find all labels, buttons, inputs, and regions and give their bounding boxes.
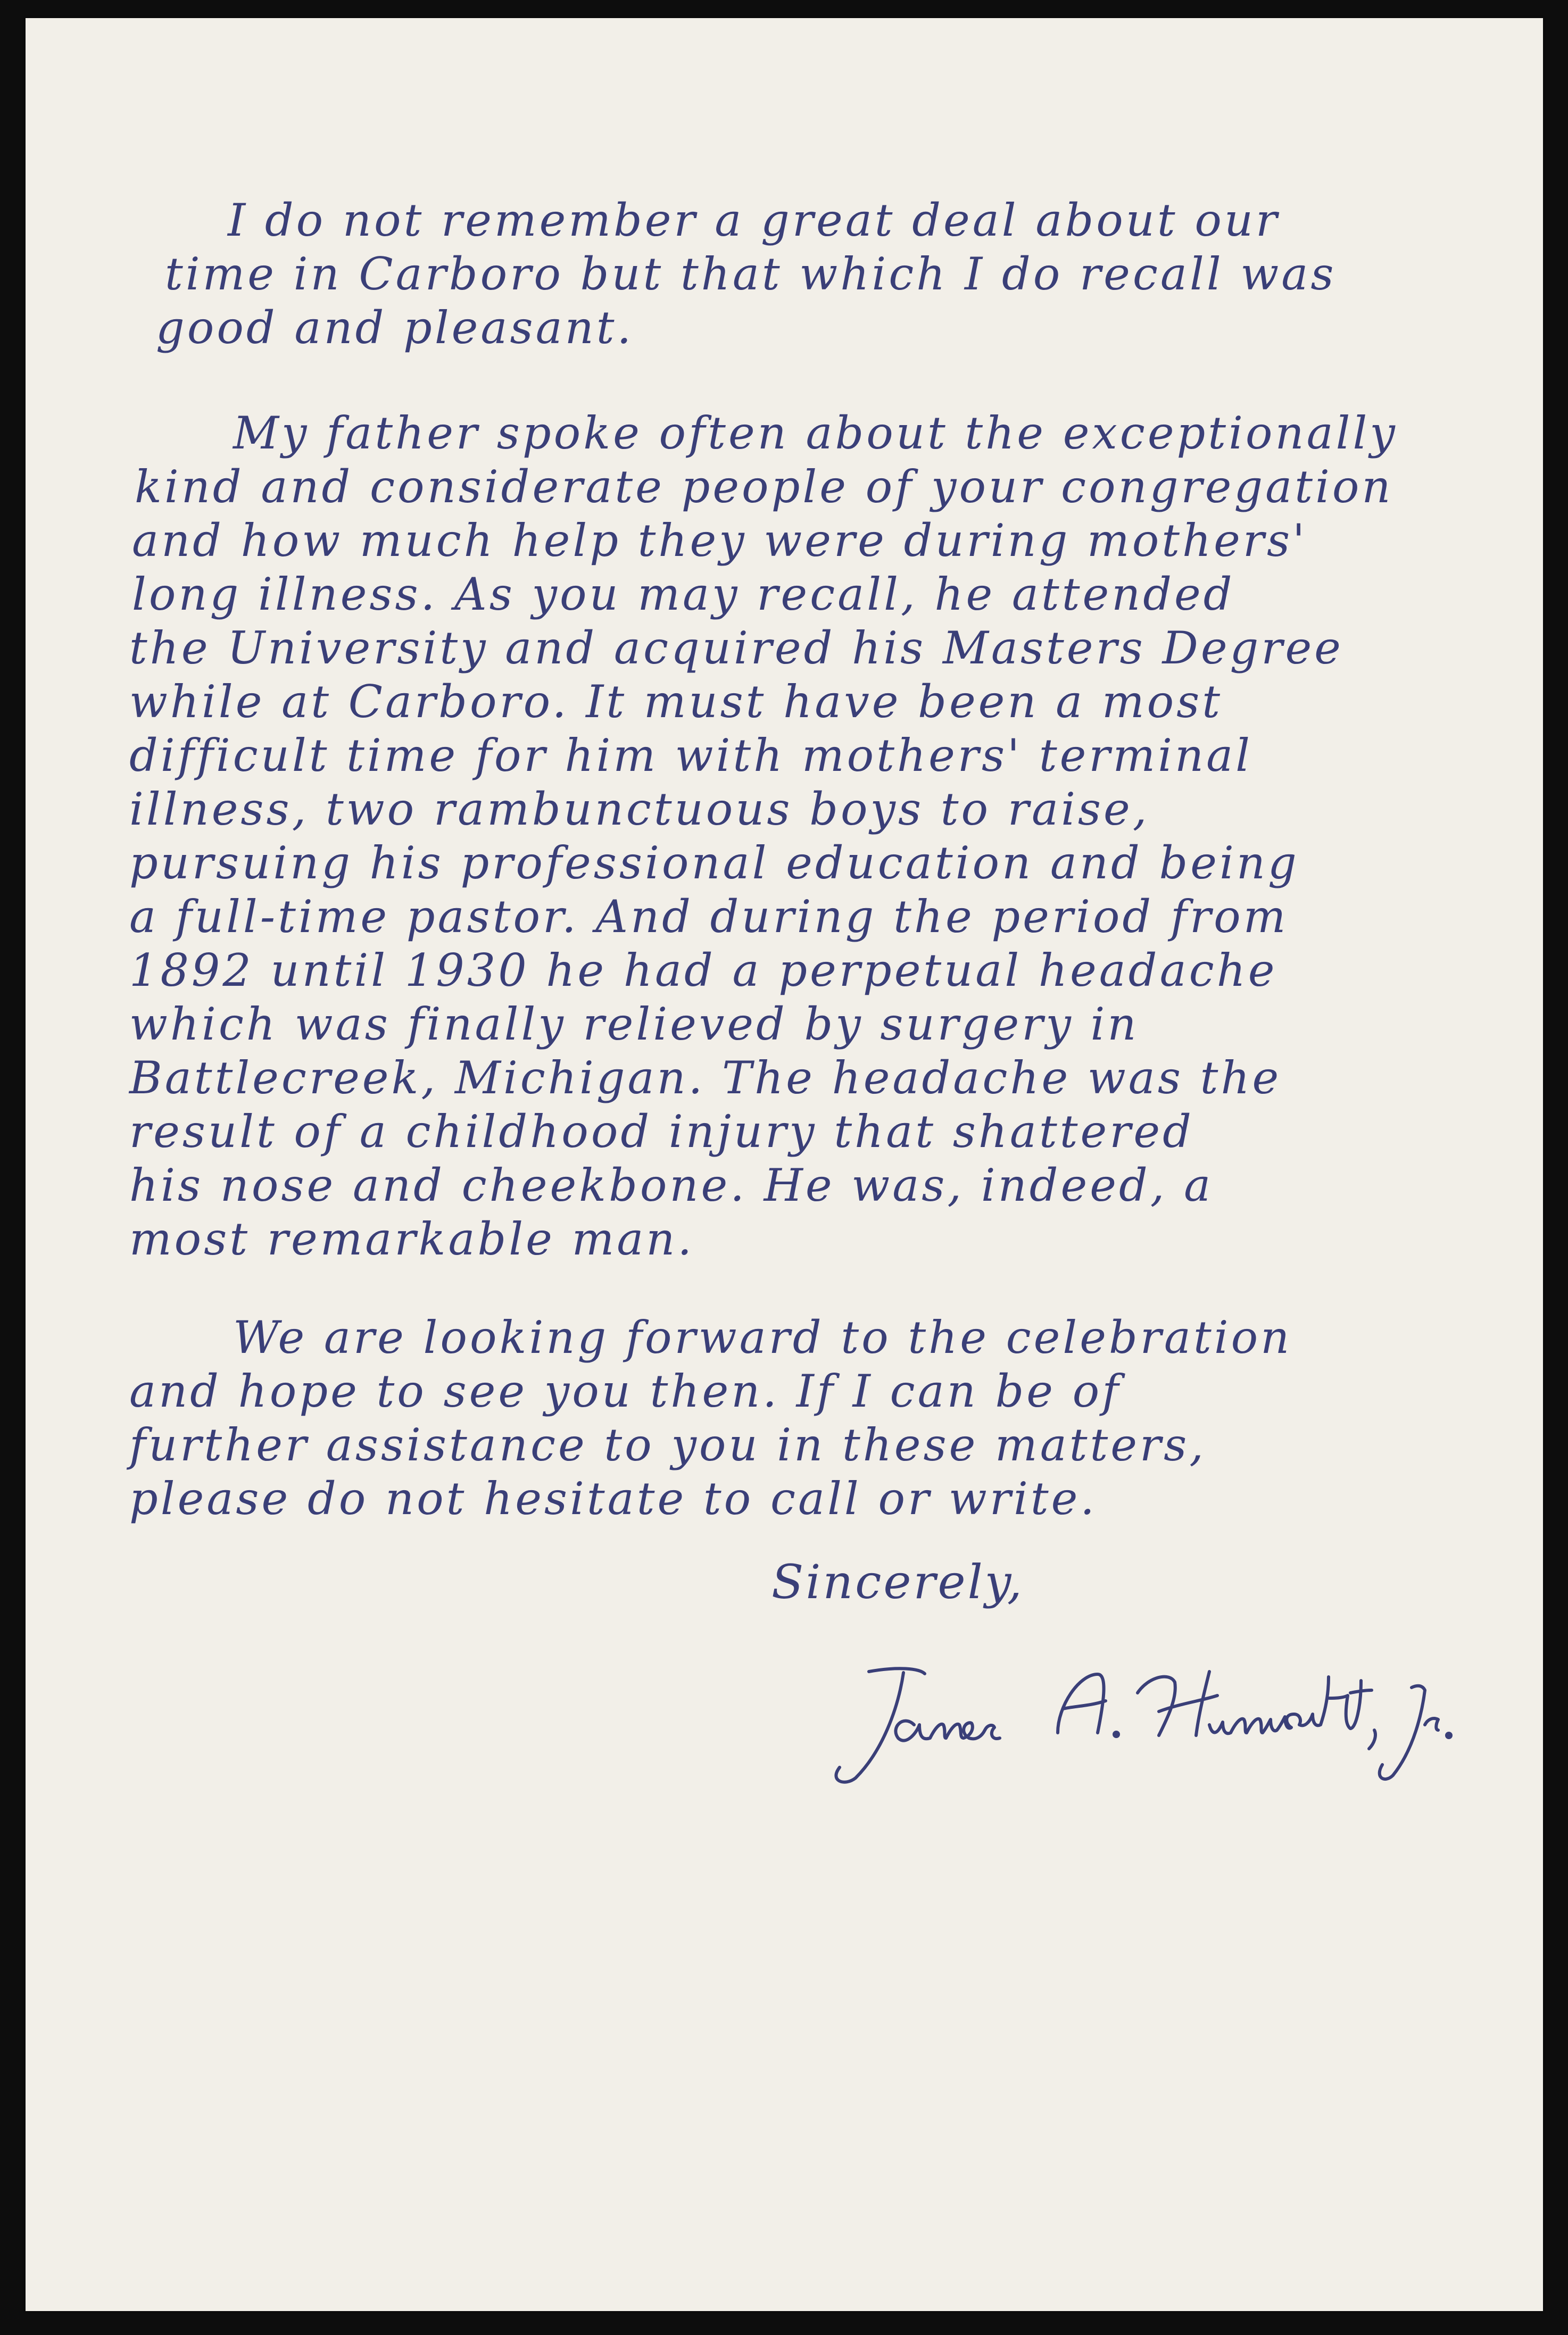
letter-closing: Sincerely, [771, 1555, 1024, 1609]
letter-line: 1892 until 1930 he had a perpetual headache [129, 944, 1277, 996]
letter-line: result of a childhood injury that shattered [129, 1106, 1194, 1158]
letter-line: pursuing his professional education and being [129, 837, 1299, 889]
letter-line: difficult time for him with mothers' terminal [129, 729, 1253, 782]
letter-line: kind and considerate people of your congregation [135, 461, 1393, 513]
letter-line: long illness. As you may recall, he attended [132, 568, 1235, 620]
letter-line: We are looking forward to the celebration [233, 1311, 1292, 1364]
letter-line: further assistance to you in these matters, [129, 1419, 1206, 1471]
letter-line: and how much help they were during mothers' [132, 514, 1308, 567]
letter-page [26, 18, 1543, 2311]
signature [818, 1661, 1478, 1789]
letter-line: Battlecreek, Michigan. The headache was the [129, 1052, 1282, 1104]
letter-line: while at Carboro. It must have been a most [129, 676, 1223, 728]
letter-line: time in Carboro but that which I do recall was [165, 248, 1337, 300]
letter-line: which was finally relieved by surgery in [129, 998, 1139, 1050]
letter-line: please do not hesitate to call or write. [129, 1473, 1098, 1525]
letter-line: good and pleasant. [156, 302, 634, 354]
letter-line: a full-time pastor. And during the period from [129, 891, 1289, 943]
letter-line: his nose and cheekbone. He was, indeed, a [129, 1159, 1214, 1211]
letter-line: I do not remember a great deal about our [228, 194, 1280, 246]
letter-line: most remarkable man. [129, 1213, 695, 1265]
letter-line: illness, two rambunctuous boys to raise, [129, 783, 1150, 835]
letter-line: the University and acquired his Masters Degree [129, 622, 1343, 674]
letter-line: My father spoke often about the exceptionally [233, 407, 1398, 459]
letter-line: and hope to see you then. If I can be of [129, 1365, 1122, 1417]
